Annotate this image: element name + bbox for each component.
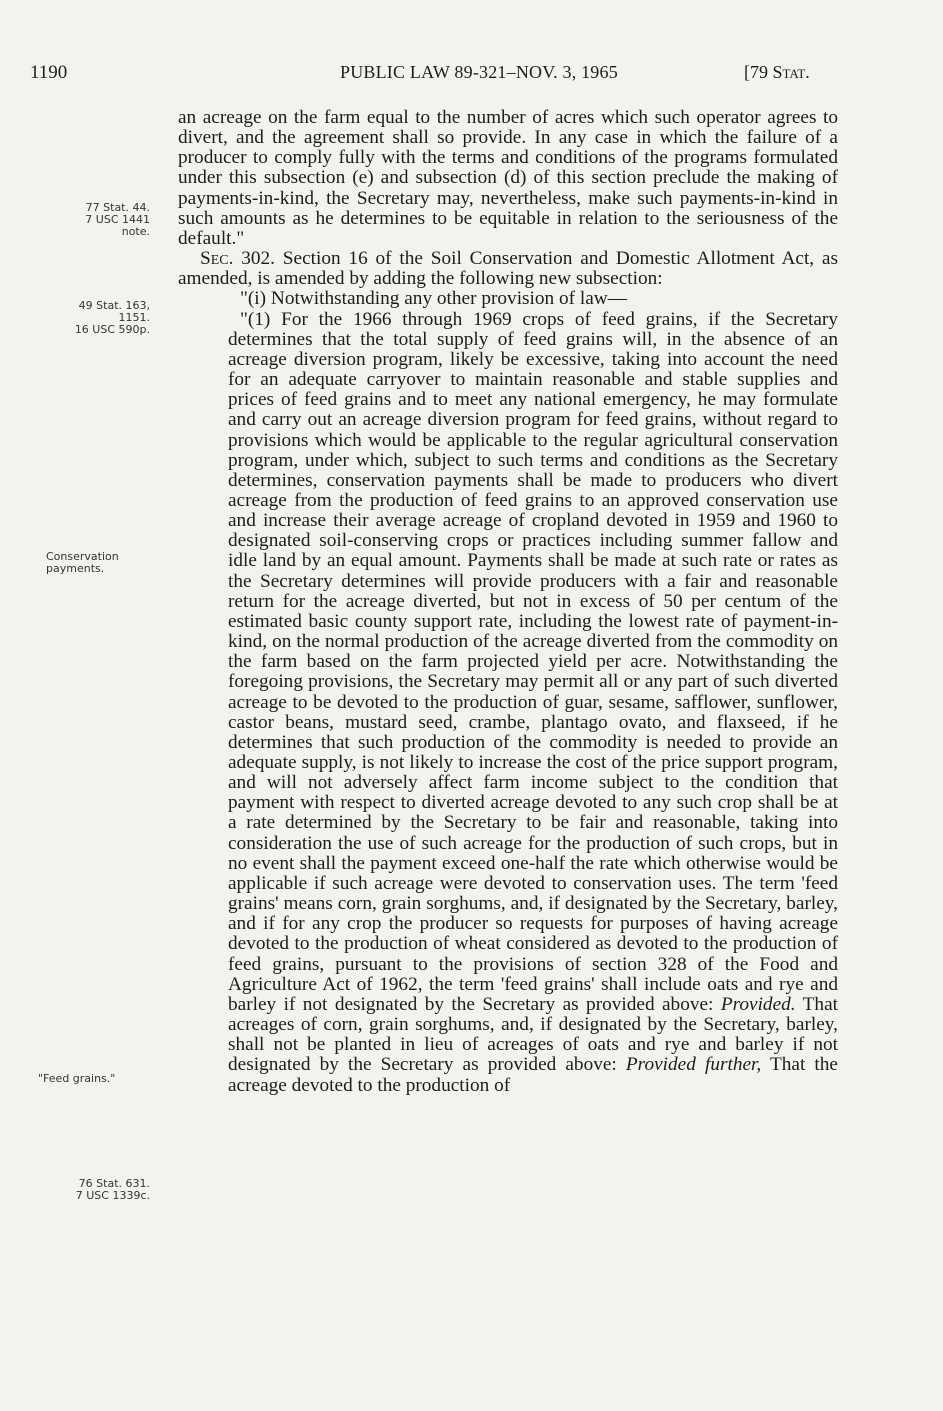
running-head: PUBLIC LAW 89-321–NOV. 3, 1965	[340, 62, 618, 82]
proviso-1: Provided.	[720, 993, 796, 1015]
margin-note-feed-grains: "Feed grains."	[38, 1072, 116, 1085]
section-label: Sec. 302.	[200, 248, 275, 270]
paragraph-clause-1	[228, 310, 838, 1096]
margin-note-citation-2: 49 Stat. 163, 1151. 16 USC 590p.	[74, 299, 150, 336]
paragraph-section-302	[178, 249, 838, 289]
margin-note-citation-1: 77 Stat. 44. 7 USC 1441 note.	[85, 201, 150, 238]
section-302-text: Section 16 of the Soil Conservation and Domestic Allotment Act, as amended, is amended by adding the following new subsection:	[178, 248, 838, 290]
clause-1-text-b: That acreages of corn, grain sorghums, and, if designated by the Secretary, barley, shall not be planted in lieu of acreages of oats and rye and barley if not designated by the Secretary as provided above:	[228, 993, 838, 1076]
margin-note-conservation-payments: Conservation payments.	[46, 550, 119, 575]
margin-note-citation-3: 76 Stat. 631. 7 USC 1339c.	[75, 1177, 150, 1202]
volume-label: [79 Stat.	[744, 62, 810, 82]
page-number: 1190	[30, 62, 68, 83]
paragraph-subsection-i: "(i) Notwithstanding any other provision of law—	[240, 288, 628, 310]
proviso-2: Provided further,	[625, 1054, 762, 1076]
clause-1-text-c: That the acreage devoted to the production of	[228, 1054, 838, 1096]
paragraph-continuation: an acreage on the farm equal to the number of acres which such operator agrees to divert, and the agreement shall so provide. In any case in which the failure of a producer to comply fully with the terms and conditions of the programs formulated under this subsection (e) and subsection (d) of this section preclude the making of payments-in-kind, the Secretary may, nevertheless, make such payments-in-kind in such amounts as he determines to be equitable in relation to the seriousness of the default."	[178, 107, 838, 249]
page-header	[0, 62, 943, 86]
clause-1-text: "(1) For the 1966 through 1969 crops of feed grains, if the Secretary determines that the total supply of feed grains will, in the absence of an acreage diversion program, likely be excessive, taking into account the need for an adequate carryover to maintain reasonable and stable supplies and prices of feed grains and to meet any national emergency, he may formulate and carry out an acreage diversion program for feed grains, without regard to provisions which would be applicable to the regular agricultural conservation program, under which, subject to such terms and conditions as the Secretary determines, conservation payments shall be made to producers who divert acreage from the production of feed grains to an approved conservation use and increase their average acreage of cropland devoted in 1959 and 1960 to designated soil-conserving crops or practices including summer fallow and idle land by an equal amount. Payments shall be made at such rate or rates as the Secretary determines will provide producers with a fair and reasonable return for the acreage diverted, but not in excess of 50 per centum of the estimated basic county support rate, including the lowest rate of payment-in-kind, on the normal production of the acreage diverted from the commodity on the farm based on the farm projected yield per acre. Notwithstanding the foregoing provisions, the Secretary may permit all or any part of such diverted acreage to be devoted to the production of guar, sesame, safflower, sunflower, castor beans, mustard seed, crambe, plantago ovato, and flaxseed, if he determines that such production of the commodity is needed to provide an adequate supply, is not likely to increase the cost of the price support program, and will not adversely affect farm income subject to the condition that payment with respect to diverted acreage devoted to any such crop shall be at a rate determined by the Secretary to be fair and reasonable, taking into consideration the use of such acreage for the production of such crops, but in no event shall the payment exceed one-half the rate which otherwise would be applicable if such acreage were devoted to conservation uses. The term 'feed grains' means corn, grain sorghums, and, if designated by the Secretary, barley, and if for any crop the producer so requests for purposes of having acreage devoted to the production of wheat considered as devoted to the production of feed grains, pursuant to the provisions of section 328 of the Food and Agriculture Act of 1962, the term 'feed grains' shall include oats and rye and barley if not designated by the Secretary as provided above:	[228, 308, 838, 1015]
body-text	[178, 108, 838, 1096]
